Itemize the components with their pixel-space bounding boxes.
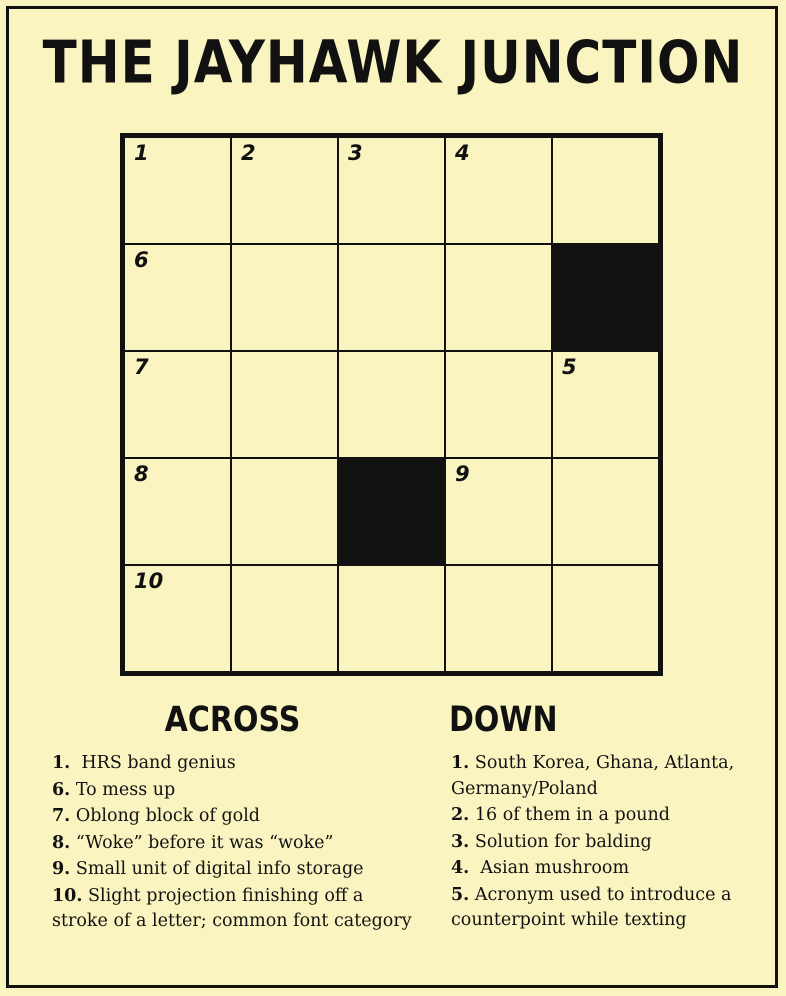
grid-row bbox=[123, 351, 661, 458]
clue-item bbox=[451, 803, 737, 829]
clue-item bbox=[52, 884, 415, 935]
grid-cell[interactable] bbox=[338, 136, 445, 245]
grid-cell[interactable] bbox=[231, 136, 338, 245]
clue-text: 16 of them in a pound bbox=[474, 805, 670, 826]
grid-cell[interactable] bbox=[445, 136, 552, 245]
grid-cell[interactable] bbox=[231, 565, 338, 674]
clue-number: 1. bbox=[52, 753, 71, 773]
clue-text: Solution for balding bbox=[474, 831, 652, 852]
grid-cell[interactable] bbox=[552, 136, 661, 245]
clue-number: 6. bbox=[52, 779, 71, 800]
clue-text: Acronym used to introduce a counterpoint while texting bbox=[451, 884, 732, 931]
cell-number: 4 bbox=[455, 141, 470, 165]
grid-cell[interactable] bbox=[123, 565, 232, 674]
clue-item bbox=[52, 804, 415, 830]
clue-text: Slight projection finishing off a stroke of a letter; common font category bbox=[52, 885, 412, 932]
clue-number: 3. bbox=[451, 831, 470, 852]
clue-number: 4. bbox=[451, 858, 470, 879]
grid-cell[interactable] bbox=[552, 565, 661, 674]
clue-text: South Korea, Ghana, Atlanta, Germany/Poland bbox=[451, 753, 735, 799]
clue-item bbox=[52, 857, 415, 883]
cell-number: 2 bbox=[241, 141, 256, 165]
cell-number: 3 bbox=[348, 141, 363, 165]
grid-cell[interactable] bbox=[231, 244, 338, 351]
page-title: THE JAYHAWK JUNCTION bbox=[42, 28, 744, 97]
down-heading: DOWN bbox=[449, 700, 558, 741]
cell-number: 10 bbox=[134, 569, 164, 593]
clue-text: Oblong block of gold bbox=[75, 806, 260, 827]
clue-item bbox=[451, 856, 737, 882]
clue-text: HRS band genius bbox=[81, 753, 236, 773]
cell-number: 9 bbox=[455, 462, 470, 486]
clue-number: 8. bbox=[52, 832, 71, 853]
clue-number: 7. bbox=[52, 806, 71, 827]
clue-number: 9. bbox=[52, 859, 71, 880]
clue-item bbox=[451, 883, 737, 934]
grid-cell[interactable] bbox=[123, 458, 232, 565]
clue-text: “Woke” before it was “woke” bbox=[75, 832, 334, 853]
crossword-grid[interactable] bbox=[120, 133, 663, 676]
grid-cell[interactable] bbox=[552, 351, 661, 458]
cell-number: 7 bbox=[134, 355, 149, 379]
grid-cell-blocked bbox=[338, 458, 445, 565]
across-column bbox=[30, 700, 415, 936]
grid-cell[interactable] bbox=[338, 565, 445, 674]
cell-number: 6 bbox=[134, 248, 149, 272]
clue-number: 2. bbox=[451, 805, 470, 826]
clue-text: Small unit of digital info storage bbox=[75, 859, 364, 880]
across-heading: ACROSS bbox=[164, 700, 301, 741]
clue-number: 5. bbox=[451, 884, 470, 905]
grid-cell[interactable] bbox=[231, 351, 338, 458]
clue-item bbox=[52, 778, 415, 804]
grid-row bbox=[123, 458, 661, 565]
clue-item bbox=[52, 831, 415, 857]
clue-item bbox=[451, 751, 737, 802]
down-column bbox=[437, 700, 737, 936]
clue-number: 10. bbox=[52, 885, 83, 906]
grid-cell[interactable] bbox=[231, 458, 338, 565]
clues-section bbox=[30, 700, 756, 936]
grid-row bbox=[123, 565, 661, 674]
grid-cell[interactable] bbox=[445, 565, 552, 674]
cell-number: 8 bbox=[134, 462, 149, 486]
grid-cell[interactable] bbox=[123, 136, 232, 245]
grid-cell[interactable] bbox=[445, 244, 552, 351]
clue-text: Asian mushroom bbox=[480, 858, 630, 879]
cell-number: 1 bbox=[134, 141, 149, 165]
grid-cell[interactable] bbox=[123, 244, 232, 351]
grid-cell[interactable] bbox=[338, 244, 445, 351]
grid-cell[interactable] bbox=[445, 351, 552, 458]
clue-number: 1. bbox=[451, 753, 470, 773]
grid-cell[interactable] bbox=[445, 458, 552, 565]
grid-cell[interactable] bbox=[552, 458, 661, 565]
cell-number: 5 bbox=[562, 355, 577, 379]
crossword-table[interactable] bbox=[120, 133, 663, 676]
clue-item bbox=[52, 751, 415, 777]
grid-cell[interactable] bbox=[338, 351, 445, 458]
grid-row bbox=[123, 244, 661, 351]
grid-row bbox=[123, 136, 661, 245]
down-clue-list bbox=[437, 751, 737, 934]
clue-item bbox=[451, 830, 737, 856]
across-clue-list bbox=[30, 751, 415, 935]
grid-cell-blocked bbox=[552, 244, 661, 351]
clue-text: To mess up bbox=[75, 779, 176, 800]
grid-cell[interactable] bbox=[123, 351, 232, 458]
